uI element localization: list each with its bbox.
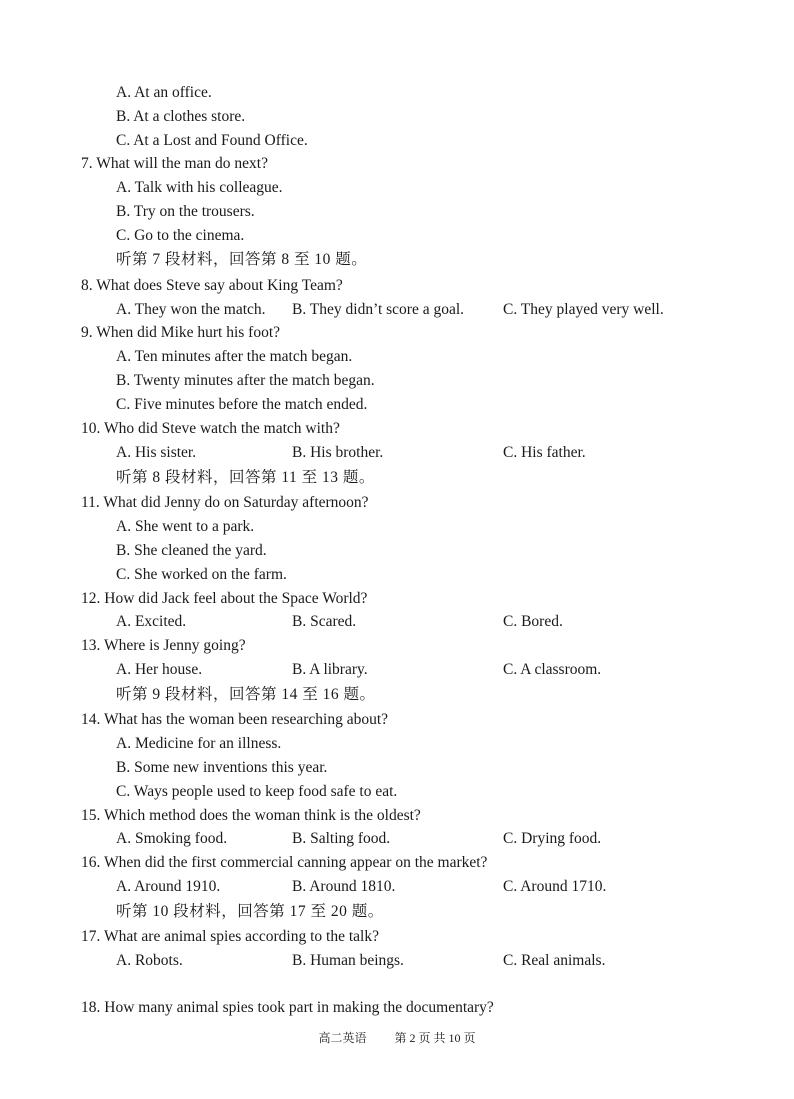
section-9-instruction: 听第 9 段材料，回答第 14 至 16 题。	[116, 686, 376, 703]
q17-stem: 17. What are animal spies according to the talk?	[81, 928, 379, 945]
section-10-instruction: 听第 10 段材料，回答第 17 至 20 题。	[116, 903, 384, 920]
q12-option-a: A. Excited.	[116, 613, 187, 630]
q14-stem: 14. What has the woman been researching about?	[81, 711, 389, 728]
q14-option-c: C. Ways people used to keep food safe to eat.	[116, 783, 398, 800]
q13-option-a: A. Her house.	[116, 661, 203, 678]
q9-stem: 9. When did Mike hurt his foot?	[81, 324, 281, 341]
q8-stem: 8. What does Steve say about King Team?	[81, 277, 343, 294]
q8-option-c: C. They played very well.	[503, 301, 664, 318]
q9-option-a: A. Ten minutes after the match began.	[116, 348, 353, 365]
q7-stem: 7. What will the man do next?	[81, 155, 268, 172]
q13-stem: 13. Where is Jenny going?	[81, 637, 246, 654]
q7-option-a: A. Talk with his colleague.	[116, 179, 283, 196]
q12-stem: 12. How did Jack feel about the Space World?	[81, 590, 368, 607]
q7-option-c: C. Go to the cinema.	[116, 227, 245, 244]
section-8-instruction: 听第 8 段材料，回答第 11 至 13 题。	[116, 469, 375, 486]
q6-option-b: B. At a clothes store.	[116, 108, 246, 125]
q17-option-a: A. Robots.	[116, 952, 183, 969]
q15-option-a: A. Smoking food.	[116, 830, 228, 847]
q8-option-b: B. They didn’t score a goal.	[292, 301, 465, 318]
footer-page-number: 第 2 页 共 10 页	[394, 1031, 476, 1045]
q9-option-b: B. Twenty minutes after the match began.	[116, 372, 375, 389]
q16-option-a: A. Around 1910.	[116, 878, 221, 895]
q11-option-b: B. She cleaned the yard.	[116, 542, 267, 559]
q14-option-a: A. Medicine for an illness.	[116, 735, 282, 752]
q18-stem: 18. How many animal spies took part in making the documentary?	[81, 999, 494, 1016]
q10-option-b: B. His brother.	[292, 444, 384, 461]
q14-option-b: B. Some new inventions this year.	[116, 759, 328, 776]
page-footer	[0, 1030, 794, 1046]
q16-stem: 16. When did the first commercial canning appear on the market?	[81, 854, 488, 871]
q15-option-b: B. Salting food.	[292, 830, 391, 847]
q15-stem: 15. Which method does the woman think is the oldest?	[81, 807, 421, 824]
q11-stem: 11. What did Jenny do on Saturday afternoon?	[81, 494, 369, 511]
q17-option-c: C. Real animals.	[503, 952, 606, 969]
q13-option-c: C. A classroom.	[503, 661, 602, 678]
q7-option-b: B. Try on the trousers.	[116, 203, 255, 220]
q11-option-a: A. She went to a park.	[116, 518, 255, 535]
q6-option-c: C. At a Lost and Found Office.	[116, 132, 308, 149]
q16-option-c: C. Around 1710.	[503, 878, 607, 895]
q8-option-a: A. They won the match.	[116, 301, 266, 318]
q15-option-c: C. Drying food.	[503, 830, 602, 847]
footer-subject: 高二英语	[318, 1031, 367, 1045]
q10-option-c: C. His father.	[503, 444, 586, 461]
q10-option-a: A. His sister.	[116, 444, 197, 461]
q17-option-b: B. Human beings.	[292, 952, 404, 969]
q6-option-a: A. At an office.	[116, 84, 212, 101]
q13-option-b: B. A library.	[292, 661, 368, 678]
section-7-instruction: 听第 7 段材料，回答第 8 至 10 题。	[116, 251, 368, 268]
q12-option-c: C. Bored.	[503, 613, 563, 630]
q11-option-c: C. She worked on the farm.	[116, 566, 287, 583]
q10-stem: 10. Who did Steve watch the match with?	[81, 420, 340, 437]
q16-option-b: B. Around 1810.	[292, 878, 396, 895]
q9-option-c: C. Five minutes before the match ended.	[116, 396, 368, 413]
q12-option-b: B. Scared.	[292, 613, 357, 630]
